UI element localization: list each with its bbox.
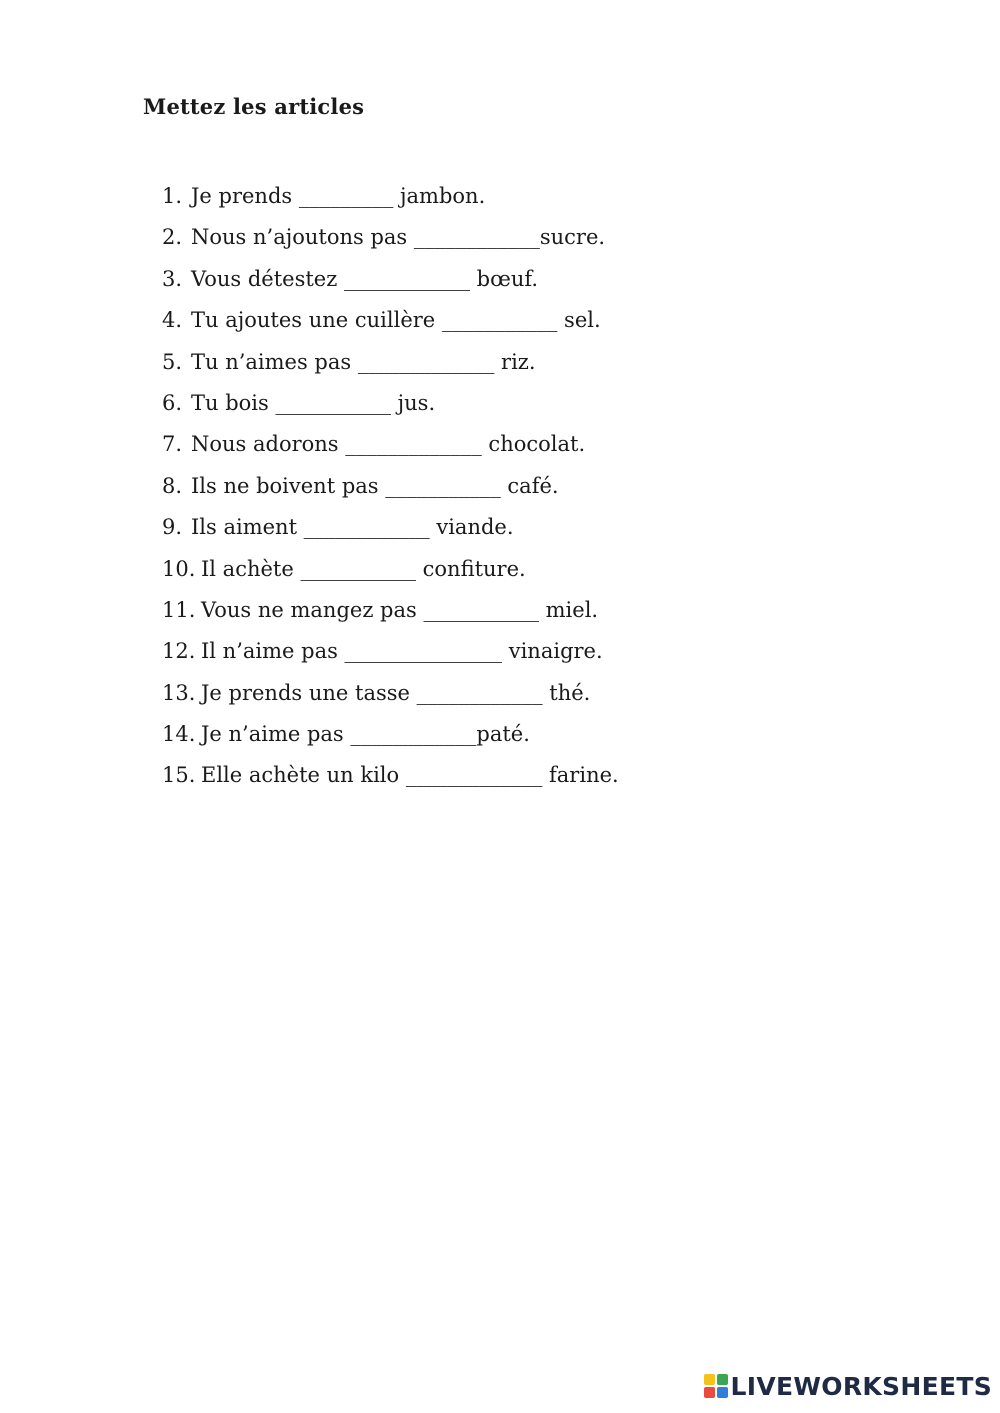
- exercise-item: [162, 346, 619, 387]
- exercise-list: [162, 180, 619, 801]
- exercise-number: 12.: [162, 639, 196, 664]
- exercise-sentence: Je prends une tasse ____________ thé.: [201, 680, 591, 705]
- exercise-number: 5.: [162, 349, 183, 374]
- exercise-number: 2.: [162, 225, 183, 250]
- exercise-number: 1.: [162, 184, 183, 208]
- exercise-item: [162, 263, 619, 304]
- exercise-sentence: Ils ne boivent pas ___________ café.: [191, 473, 559, 498]
- exercise-item: [162, 387, 619, 428]
- worksheet-title: Mettez les articles: [143, 94, 365, 119]
- exercise-sentence: Je n’aime pas ____________paté.: [201, 722, 530, 747]
- liveworksheets-logo-icon: [704, 1374, 728, 1398]
- exercise-number: 15.: [162, 763, 196, 788]
- exercise-sentence: Tu n’aimes pas _____________ riz.: [191, 349, 536, 374]
- exercise-item: [162, 304, 619, 345]
- exercise-sentence: Je prends _________ jambon.: [191, 184, 486, 208]
- exercise-item: [162, 553, 619, 594]
- exercise-item: [162, 759, 619, 800]
- exercise-number: 4.: [162, 308, 183, 333]
- exercise-sentence: Nous n’ajoutons pas ____________sucre.: [191, 225, 606, 250]
- exercise-sentence: Ils aiment ____________ viande.: [191, 515, 514, 540]
- exercise-number: 13.: [162, 680, 196, 705]
- exercise-item: [162, 677, 619, 718]
- exercise-number: 14.: [162, 722, 196, 747]
- exercise-number: 6.: [162, 390, 183, 415]
- exercise-item: [162, 718, 619, 759]
- exercise-number: 10.: [162, 556, 196, 581]
- exercise-number: 3.: [162, 266, 183, 291]
- exercise-sentence: Elle achète un kilo _____________ farine.: [201, 763, 619, 788]
- exercise-item: [162, 511, 619, 552]
- exercise-sentence: Il achète ___________ confiture.: [201, 556, 526, 581]
- exercise-item: [162, 635, 619, 676]
- liveworksheets-logo: [704, 1371, 992, 1401]
- exercise-sentence: Vous ne mangez pas ___________ miel.: [201, 597, 599, 622]
- exercise-sentence: Nous adorons _____________ chocolat.: [191, 432, 586, 457]
- exercise-sentence: Il n’aime pas _______________ vinaigre.: [201, 639, 603, 664]
- exercise-number: 9.: [162, 515, 183, 540]
- exercise-sentence: Vous détestez ____________ bœuf.: [191, 266, 539, 291]
- exercise-sentence: Tu bois ___________ jus.: [191, 390, 436, 415]
- exercise-number: 11.: [162, 597, 196, 622]
- exercise-item: [162, 594, 619, 635]
- exercise-sentence: Tu ajoutes une cuillère ___________ sel.: [191, 308, 601, 333]
- exercise-number: 7.: [162, 432, 183, 457]
- exercise-item: [162, 470, 619, 511]
- exercise-number: 8.: [162, 473, 183, 498]
- brand-name: LIVEWORKSHEETS: [730, 1371, 992, 1401]
- exercise-item: [162, 180, 619, 221]
- exercise-item: [162, 428, 619, 469]
- exercise-item: [162, 221, 619, 262]
